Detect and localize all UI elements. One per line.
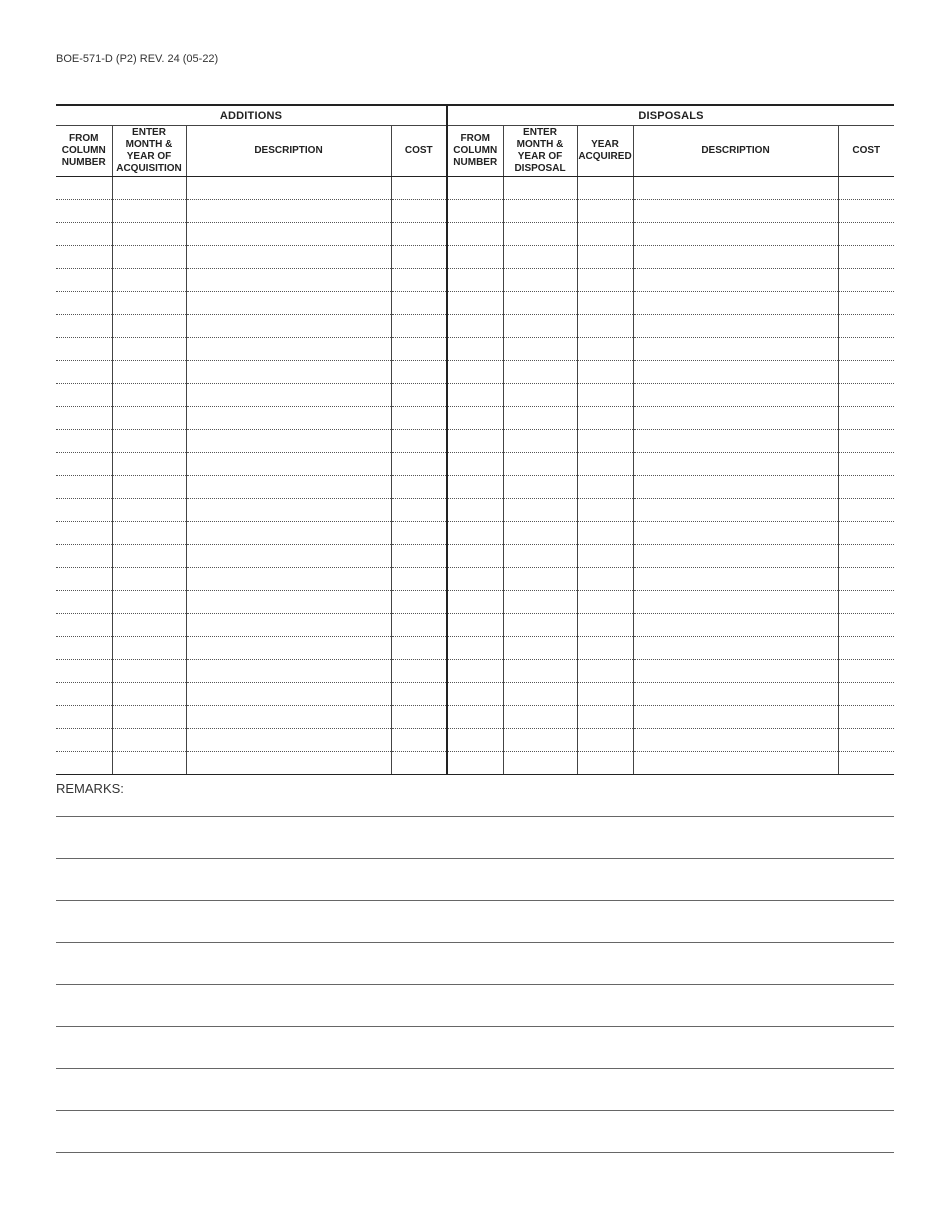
disposals-disposal-date-cell[interactable] (503, 177, 577, 200)
additions-description-cell[interactable] (186, 729, 391, 752)
disposals-from-column-cell[interactable] (447, 177, 503, 200)
additions-description-cell[interactable] (186, 177, 391, 200)
additions-from-column-cell[interactable] (56, 499, 112, 522)
disposals-year-acquired-cell[interactable] (577, 338, 633, 361)
disposals-description-cell[interactable] (633, 315, 838, 338)
disposals-year-acquired-cell[interactable] (577, 315, 633, 338)
disposals-cost-cell[interactable] (838, 407, 894, 430)
disposals-disposal-date-cell[interactable] (503, 407, 577, 430)
disposals-disposal-date-cell[interactable] (503, 660, 577, 683)
disposals-from-column-cell[interactable] (447, 246, 503, 269)
additions-description-cell[interactable] (186, 752, 391, 775)
additions-from-column-cell[interactable] (56, 568, 112, 591)
additions-acquisition-date-cell[interactable] (112, 752, 186, 775)
form-id: BOE-571-D (P2) REV. 24 (05-22) (56, 53, 219, 65)
disposals-year-acquired-cell[interactable] (577, 200, 633, 223)
disposals-disposal-date-cell[interactable] (503, 223, 577, 246)
disposals-description-cell[interactable] (633, 591, 838, 614)
additions-description-cell[interactable] (186, 545, 391, 568)
additions-cost-cell[interactable] (391, 269, 447, 292)
disposals-description-cell[interactable] (633, 545, 838, 568)
additions-cost-cell[interactable] (391, 568, 447, 591)
disposals-description-cell[interactable] (633, 223, 838, 246)
additions-cost-cell[interactable] (391, 338, 447, 361)
disposals-from-column-cell[interactable] (447, 292, 503, 315)
additions-from-column-cell[interactable] (56, 660, 112, 683)
disposals-description-cell[interactable] (633, 522, 838, 545)
additions-acquisition-date-header: ENTER MONTH & YEAR OF ACQUISITION (112, 126, 186, 177)
additions-from-column-cell[interactable] (56, 729, 112, 752)
additions-cost-cell[interactable] (391, 545, 447, 568)
additions-from-column-cell[interactable] (56, 384, 112, 407)
additions-acquisition-date-cell[interactable] (112, 729, 186, 752)
additions-acquisition-date-cell[interactable] (112, 430, 186, 453)
disposals-description-cell[interactable] (633, 499, 838, 522)
additions-description-cell[interactable] (186, 660, 391, 683)
remarks-line[interactable] (56, 1068, 894, 1069)
additions-description-cell[interactable] (186, 269, 391, 292)
additions-description-cell[interactable] (186, 637, 391, 660)
table-row (56, 614, 894, 637)
disposals-disposal-date-cell[interactable] (503, 752, 577, 775)
disposals-cost-cell[interactable] (838, 476, 894, 499)
additions-cost-header: COST (391, 126, 447, 177)
additions-from-column-cell[interactable] (56, 246, 112, 269)
additions-description-cell[interactable] (186, 292, 391, 315)
disposals-disposal-date-cell[interactable] (503, 545, 577, 568)
disposals-description-cell[interactable] (633, 338, 838, 361)
table-row (56, 568, 894, 591)
disposals-description-cell[interactable] (633, 614, 838, 637)
additions-from-column-cell[interactable] (56, 269, 112, 292)
disposals-disposal-date-cell[interactable] (503, 683, 577, 706)
disposals-disposal-date-cell[interactable] (503, 430, 577, 453)
disposals-cost-cell[interactable] (838, 637, 894, 660)
disposals-disposal-date-cell[interactable] (503, 246, 577, 269)
disposals-cost-cell[interactable] (838, 683, 894, 706)
additions-acquisition-date-cell[interactable] (112, 545, 186, 568)
additions-description-header: DESCRIPTION (186, 126, 391, 177)
additions-from-column-cell[interactable] (56, 430, 112, 453)
disposals-disposal-date-cell[interactable] (503, 614, 577, 637)
additions-description-cell[interactable] (186, 246, 391, 269)
additions-header: ADDITIONS (56, 105, 447, 126)
disposals-description-cell[interactable] (633, 384, 838, 407)
disposals-cost-cell[interactable] (838, 614, 894, 637)
additions-description-cell[interactable] (186, 476, 391, 499)
additions-cost-cell[interactable] (391, 315, 447, 338)
additions-cost-cell[interactable] (391, 407, 447, 430)
disposals-from-column-cell[interactable] (447, 407, 503, 430)
disposals-description-cell[interactable] (633, 683, 838, 706)
additions-cost-cell[interactable] (391, 246, 447, 269)
additions-acquisition-date-cell[interactable] (112, 637, 186, 660)
additions-from-column-cell[interactable] (56, 637, 112, 660)
disposals-description-cell[interactable] (633, 729, 838, 752)
table-row (56, 361, 894, 384)
additions-description-cell[interactable] (186, 706, 391, 729)
additions-cost-cell[interactable] (391, 223, 447, 246)
remarks-line[interactable] (56, 1110, 894, 1111)
disposals-cost-cell[interactable] (838, 591, 894, 614)
additions-acquisition-date-cell[interactable] (112, 591, 186, 614)
table-row (56, 476, 894, 499)
additions-cost-cell[interactable] (391, 177, 447, 200)
disposals-from-column-cell[interactable] (447, 361, 503, 384)
disposals-from-column-cell[interactable] (447, 338, 503, 361)
additions-acquisition-date-cell[interactable] (112, 568, 186, 591)
disposals-from-column-cell[interactable] (447, 637, 503, 660)
disposals-description-cell[interactable] (633, 660, 838, 683)
disposals-description-cell[interactable] (633, 269, 838, 292)
disposals-from-column-cell[interactable] (447, 660, 503, 683)
disposals-disposal-date-cell[interactable] (503, 637, 577, 660)
disposals-cost-cell[interactable] (838, 338, 894, 361)
table-row (56, 706, 894, 729)
disposals-cost-cell[interactable] (838, 706, 894, 729)
additions-cost-cell[interactable] (391, 660, 447, 683)
disposals-year-acquired-cell[interactable] (577, 683, 633, 706)
disposals-cost-cell[interactable] (838, 200, 894, 223)
disposals-from-column-cell[interactable] (447, 315, 503, 338)
additions-from-column-header: FROM COLUMN NUMBER (56, 126, 112, 177)
additions-description-cell[interactable] (186, 591, 391, 614)
table-row (56, 384, 894, 407)
disposals-year-acquired-cell[interactable] (577, 177, 633, 200)
additions-from-column-cell[interactable] (56, 545, 112, 568)
additions-from-column-cell[interactable] (56, 177, 112, 200)
disposals-year-acquired-cell[interactable] (577, 637, 633, 660)
additions-description-cell[interactable] (186, 522, 391, 545)
disposals-from-column-cell[interactable] (447, 683, 503, 706)
disposals-year-acquired-cell[interactable] (577, 407, 633, 430)
additions-cost-cell[interactable] (391, 499, 447, 522)
table-row (56, 453, 894, 476)
disposals-year-acquired-cell[interactable] (577, 660, 633, 683)
disposals-cost-cell[interactable] (838, 315, 894, 338)
disposals-from-column-cell[interactable] (447, 476, 503, 499)
disposals-description-cell[interactable] (633, 407, 838, 430)
additions-from-column-cell[interactable] (56, 522, 112, 545)
disposals-year-acquired-cell[interactable] (577, 499, 633, 522)
additions-cost-cell[interactable] (391, 384, 447, 407)
table-row (56, 269, 894, 292)
disposals-cost-header: COST (838, 126, 894, 177)
additions-acquisition-date-cell[interactable] (112, 683, 186, 706)
additions-description-cell[interactable] (186, 453, 391, 476)
disposals-description-cell[interactable] (633, 568, 838, 591)
disposals-disposal-date-cell[interactable] (503, 591, 577, 614)
disposals-cost-cell[interactable] (838, 752, 894, 775)
additions-acquisition-date-cell[interactable] (112, 361, 186, 384)
additions-from-column-cell[interactable] (56, 591, 112, 614)
disposals-year-acquired-cell[interactable] (577, 384, 633, 407)
table-row (56, 499, 894, 522)
additions-from-column-cell[interactable] (56, 292, 112, 315)
additions-acquisition-date-cell[interactable] (112, 660, 186, 683)
disposals-disposal-date-cell[interactable] (503, 453, 577, 476)
table-row (56, 522, 894, 545)
disposals-from-column-cell[interactable] (447, 752, 503, 775)
additions-acquisition-date-cell[interactable] (112, 384, 186, 407)
additions-acquisition-date-cell[interactable] (112, 522, 186, 545)
additions-acquisition-date-cell[interactable] (112, 200, 186, 223)
table-row (56, 223, 894, 246)
disposals-description-cell[interactable] (633, 706, 838, 729)
additions-description-cell[interactable] (186, 683, 391, 706)
disposals-from-column-cell[interactable] (447, 430, 503, 453)
disposals-description-cell[interactable] (633, 430, 838, 453)
additions-description-cell[interactable] (186, 338, 391, 361)
disposals-from-column-cell[interactable] (447, 545, 503, 568)
disposals-description-cell[interactable] (633, 752, 838, 775)
additions-description-cell[interactable] (186, 384, 391, 407)
remarks-line[interactable] (56, 1026, 894, 1027)
disposals-cost-cell[interactable] (838, 384, 894, 407)
additions-description-cell[interactable] (186, 223, 391, 246)
disposals-from-column-cell[interactable] (447, 384, 503, 407)
table-row (56, 683, 894, 706)
disposals-year-acquired-cell[interactable] (577, 292, 633, 315)
table-row (56, 338, 894, 361)
additions-acquisition-date-cell[interactable] (112, 476, 186, 499)
additions-acquisition-date-cell[interactable] (112, 315, 186, 338)
disposals-cost-cell[interactable] (838, 223, 894, 246)
additions-description-cell[interactable] (186, 407, 391, 430)
table-row (56, 729, 894, 752)
disposals-from-column-cell[interactable] (447, 269, 503, 292)
disposals-disposal-date-cell[interactable] (503, 522, 577, 545)
table-row (56, 177, 894, 200)
table-row (56, 430, 894, 453)
disposals-description-cell[interactable] (633, 476, 838, 499)
table-row (56, 292, 894, 315)
additions-from-column-cell[interactable] (56, 315, 112, 338)
disposals-disposal-date-cell[interactable] (503, 568, 577, 591)
disposals-cost-cell[interactable] (838, 430, 894, 453)
disposals-year-acquired-cell[interactable] (577, 568, 633, 591)
disposals-cost-cell[interactable] (838, 361, 894, 384)
disposals-from-column-cell[interactable] (447, 591, 503, 614)
additions-from-column-cell[interactable] (56, 706, 112, 729)
additions-from-column-cell[interactable] (56, 752, 112, 775)
disposals-from-column-cell[interactable] (447, 568, 503, 591)
disposals-disposal-date-cell[interactable] (503, 200, 577, 223)
additions-from-column-cell[interactable] (56, 683, 112, 706)
table-row (56, 315, 894, 338)
disposals-from-column-cell[interactable] (447, 499, 503, 522)
disposals-cost-cell[interactable] (838, 545, 894, 568)
disposals-cost-cell[interactable] (838, 177, 894, 200)
disposals-disposal-date-cell[interactable] (503, 729, 577, 752)
disposals-year-acquired-cell[interactable] (577, 476, 633, 499)
disposals-disposal-date-cell[interactable] (503, 499, 577, 522)
table-body (56, 177, 894, 775)
disposals-disposal-date-cell[interactable] (503, 706, 577, 729)
additions-acquisition-date-cell[interactable] (112, 706, 186, 729)
additions-cost-cell[interactable] (391, 430, 447, 453)
additions-from-column-cell[interactable] (56, 338, 112, 361)
disposals-cost-cell[interactable] (838, 729, 894, 752)
additions-from-column-cell[interactable] (56, 476, 112, 499)
additions-description-cell[interactable] (186, 200, 391, 223)
table-row (56, 545, 894, 568)
disposals-from-column-cell[interactable] (447, 729, 503, 752)
additions-description-cell[interactable] (186, 361, 391, 384)
remarks-line[interactable] (56, 900, 894, 901)
disposals-cost-cell[interactable] (838, 660, 894, 683)
disposals-disposal-date-cell[interactable] (503, 292, 577, 315)
additions-cost-cell[interactable] (391, 752, 447, 775)
disposals-description-cell[interactable] (633, 637, 838, 660)
additions-acquisition-date-cell[interactable] (112, 407, 186, 430)
additions-from-column-cell[interactable] (56, 223, 112, 246)
disposals-description-cell[interactable] (633, 361, 838, 384)
disposals-from-column-cell[interactable] (447, 200, 503, 223)
disposals-year-acquired-cell[interactable] (577, 545, 633, 568)
disposals-description-cell[interactable] (633, 177, 838, 200)
additions-description-cell[interactable] (186, 430, 391, 453)
disposals-year-acquired-cell[interactable] (577, 269, 633, 292)
additions-cost-cell[interactable] (391, 706, 447, 729)
additions-description-cell[interactable] (186, 499, 391, 522)
table-row (56, 660, 894, 683)
disposals-description-header: DESCRIPTION (633, 126, 838, 177)
additions-acquisition-date-cell[interactable] (112, 292, 186, 315)
disposals-disposal-date-cell[interactable] (503, 476, 577, 499)
additions-description-cell[interactable] (186, 315, 391, 338)
table-row (56, 752, 894, 775)
additions-cost-cell[interactable] (391, 591, 447, 614)
disposals-disposal-date-cell[interactable] (503, 338, 577, 361)
additions-acquisition-date-cell[interactable] (112, 499, 186, 522)
disposals-cost-cell[interactable] (838, 522, 894, 545)
disposals-year-acquired-cell[interactable] (577, 752, 633, 775)
disposals-disposal-date-cell[interactable] (503, 315, 577, 338)
disposals-year-acquired-header: YEAR ACQUIRED (577, 126, 633, 177)
table-row (56, 200, 894, 223)
remarks-line[interactable] (56, 984, 894, 985)
disposals-year-acquired-cell[interactable] (577, 361, 633, 384)
disposals-disposal-date-cell[interactable] (503, 384, 577, 407)
additions-acquisition-date-cell[interactable] (112, 246, 186, 269)
additions-from-column-cell[interactable] (56, 453, 112, 476)
additions-cost-cell[interactable] (391, 453, 447, 476)
disposals-cost-cell[interactable] (838, 568, 894, 591)
table-row (56, 407, 894, 430)
additions-cost-cell[interactable] (391, 200, 447, 223)
remarks-line[interactable] (56, 858, 894, 859)
disposals-cost-cell[interactable] (838, 292, 894, 315)
additions-from-column-cell[interactable] (56, 361, 112, 384)
additions-acquisition-date-cell[interactable] (112, 177, 186, 200)
disposals-from-column-cell[interactable] (447, 223, 503, 246)
additions-cost-cell[interactable] (391, 637, 447, 660)
disposals-cost-cell[interactable] (838, 453, 894, 476)
disposals-description-cell[interactable] (633, 200, 838, 223)
disposals-year-acquired-cell[interactable] (577, 729, 633, 752)
additions-cost-cell[interactable] (391, 522, 447, 545)
additions-acquisition-date-cell[interactable] (112, 269, 186, 292)
disposals-year-acquired-cell[interactable] (577, 223, 633, 246)
disposals-year-acquired-cell[interactable] (577, 453, 633, 476)
disposals-year-acquired-cell[interactable] (577, 614, 633, 637)
additions-cost-cell[interactable] (391, 292, 447, 315)
remarks-line[interactable] (56, 942, 894, 943)
additions-description-cell[interactable] (186, 614, 391, 637)
disposals-disposal-date-cell[interactable] (503, 361, 577, 384)
disposals-disposal-date-header: ENTER MONTH & YEAR OF DISPOSAL (503, 126, 577, 177)
disposals-year-acquired-cell[interactable] (577, 706, 633, 729)
disposals-description-cell[interactable] (633, 292, 838, 315)
disposals-year-acquired-cell[interactable] (577, 430, 633, 453)
additions-acquisition-date-cell[interactable] (112, 223, 186, 246)
remarks-line[interactable] (56, 816, 894, 817)
disposals-from-column-cell[interactable] (447, 614, 503, 637)
additions-cost-cell[interactable] (391, 614, 447, 637)
table-row (56, 246, 894, 269)
additions-from-column-cell[interactable] (56, 614, 112, 637)
additions-from-column-cell[interactable] (56, 200, 112, 223)
additions-cost-cell[interactable] (391, 361, 447, 384)
disposals-from-column-cell[interactable] (447, 522, 503, 545)
disposals-cost-cell[interactable] (838, 269, 894, 292)
additions-acquisition-date-cell[interactable] (112, 453, 186, 476)
disposals-cost-cell[interactable] (838, 246, 894, 269)
remarks-line[interactable] (56, 1152, 894, 1153)
additions-cost-cell[interactable] (391, 476, 447, 499)
additions-disposals-table (56, 104, 894, 775)
additions-cost-cell[interactable] (391, 729, 447, 752)
additions-from-column-cell[interactable] (56, 407, 112, 430)
disposals-from-column-header: FROM COLUMN NUMBER (447, 126, 503, 177)
additions-description-cell[interactable] (186, 568, 391, 591)
table-row (56, 591, 894, 614)
additions-acquisition-date-cell[interactable] (112, 614, 186, 637)
disposals-header: DISPOSALS (447, 105, 894, 126)
disposals-cost-cell[interactable] (838, 499, 894, 522)
disposals-description-cell[interactable] (633, 246, 838, 269)
disposals-from-column-cell[interactable] (447, 453, 503, 476)
disposals-year-acquired-cell[interactable] (577, 591, 633, 614)
disposals-year-acquired-cell[interactable] (577, 522, 633, 545)
remarks-label: REMARKS: (56, 781, 124, 796)
table-row (56, 637, 894, 660)
disposals-from-column-cell[interactable] (447, 706, 503, 729)
disposals-year-acquired-cell[interactable] (577, 246, 633, 269)
additions-acquisition-date-cell[interactable] (112, 338, 186, 361)
disposals-disposal-date-cell[interactable] (503, 269, 577, 292)
disposals-description-cell[interactable] (633, 453, 838, 476)
additions-cost-cell[interactable] (391, 683, 447, 706)
